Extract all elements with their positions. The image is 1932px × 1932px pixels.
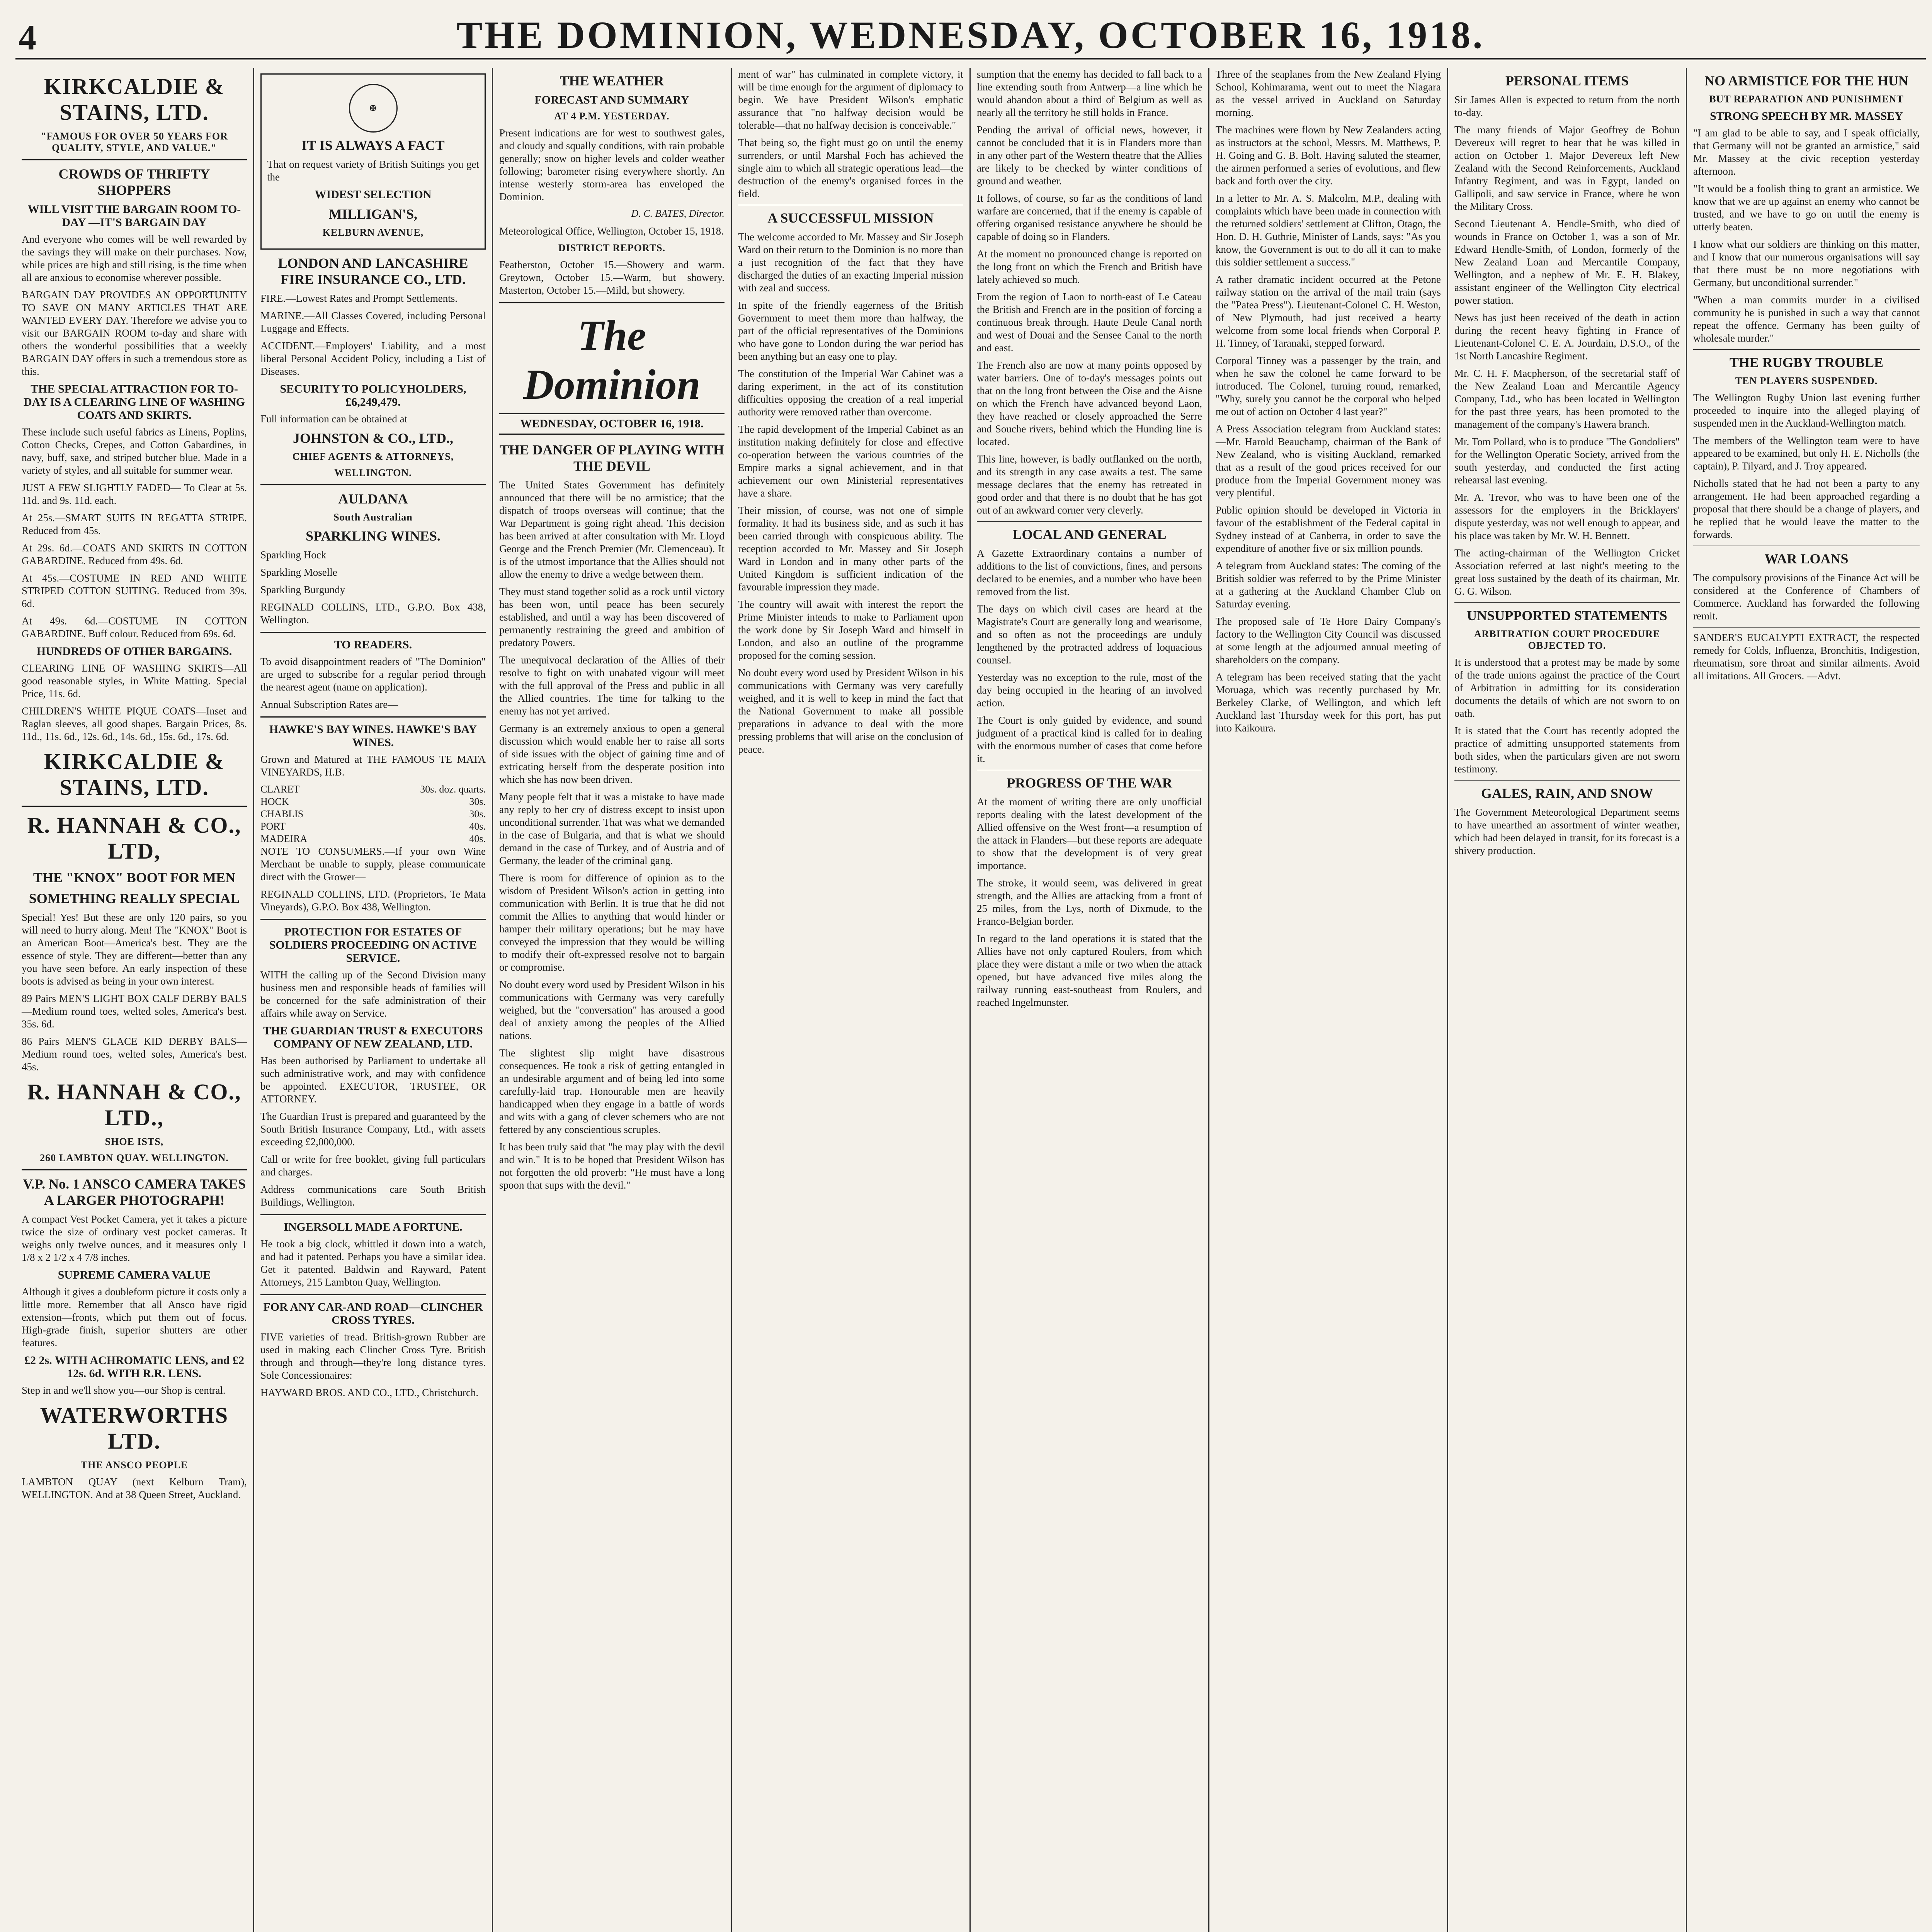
article-paragraph: ment of war" has culminated in complete victory, it will be time enough for the argument of diplomacy to begin. We have President Wilson's emphatic assurance that "no halfway decision would be tolerable—that no halfway decision is conceivable." <box>738 68 963 131</box>
bargain-item: At 29s. 6d.—COATS AND SKIRTS IN COTTON GABARDINE. Reduced from 49s. 6d. <box>22 542 247 566</box>
crowds-heading: CROWDS OF THRIFTY SHOPPERS <box>58 166 210 198</box>
article-paragraph: Mr. Tom Pollard, who is to produce "The Gondoliers" for the Wellington Operatic Society, arrived from the south yesterday, and conducted the first acting rehearsal last evening. <box>1454 436 1680 486</box>
article-paragraph: It has been truly said that "he may play with the devil and win." It is to be hoped that President Wilson has not forgotten the old proverb: "He must have a long spoon that sups with the devil." <box>499 1141 724 1191</box>
article-paragraph: That being so, the fight must go on until the enemy surrenders, or until Marshal Foch has achieved the single aim to which all strategic operations lead—the destruction of the enemy's organised forces in the field. <box>738 137 963 199</box>
divider <box>260 1214 486 1215</box>
sanders-ad: SANDER'S EUCALYPTI EXTRACT, the respected remedy for Colds, Influenza, Bronchitis, Indigestion, rheumatism, sore throat and similar ailments. Avoid all imitations. All Grocers. —Advt. <box>1693 632 1920 682</box>
hannah-shoes: SHOE ISTS, <box>105 1136 164 1147</box>
article-paragraph: Yesterday was no exception to the rule, most of the day being occupied in the hearing of an involved action. <box>977 672 1202 709</box>
always-heading: IT IS ALWAYS A FACT <box>301 138 445 153</box>
rugby-subheading: TEN PLAYERS SUSPENDED. <box>1735 375 1878 386</box>
always-text: That on request variety of British Suitings you get the <box>267 158 479 183</box>
kirkcaldie-tagline: "FAMOUS FOR OVER 50 YEARS FOR QUALITY, STYLE, AND VALUE." <box>41 131 228 153</box>
article-paragraph: Corporal Tinney was a passenger by the train, and when he saw the colonel he came forward to be introduced. The Colonel, turning round, remarked, "Why, surely you cannot be the corporal who helped me out of action on October 4 last year?" <box>1216 355 1441 417</box>
article-paragraph: The constitution of the Imperial War Cabinet was a daring experiment, in the act of its constitution difficulties opposing the creation of a real imperial authority were removed rather than overcome. <box>738 368 963 418</box>
article-paragraph: sumption that the enemy has decided to fall back to a line extending south from Antwerp—a line which he would abandon about a third of Belgium as well as nearly all the territory he still holds in France. <box>977 68 1202 118</box>
article-paragraph: "I am glad to be able to say, and I speak officially, that Germany will not be granted an armistice," said Mr. Massey at the civic reception yesterday afternoon. <box>1693 127 1920 177</box>
divider <box>260 919 486 920</box>
article-paragraph: At the moment no pronounced change is reported on the long front on which the French and British have lately achieved so much. <box>977 248 1202 285</box>
knox-subheading: SOMETHING REALLY SPECIAL <box>29 891 240 906</box>
district-text: Featherston, October 15.—Showery and warm. Greytown, October 15.—Warm, but showery. Masterton, October 15.—Mild, but showery. <box>499 259 724 296</box>
divider <box>1693 627 1920 628</box>
johnston-name: JOHNSTON & CO., LTD., <box>293 430 454 446</box>
article-paragraph: Mr. C. H. F. Macpherson, of the secretarial staff of the New Zealand Loan and Mercantile Agency Company, Ltd., who has been located in Wellington for the past three years, has been promoted to the management of the company's Hawera branch. <box>1454 367 1680 430</box>
ansco-people: THE ANSCO PEOPLE <box>80 1459 188 1471</box>
step-in: Step in and we'll show you—our Shop is central. <box>22 1384 226 1396</box>
hayward-bros: HAYWARD BROS. AND CO., LTD., Christchurch. <box>260 1387 479 1398</box>
weather-signature: D. C. BATES, Director. <box>631 208 724 219</box>
article-paragraph: "When a man commits murder in a civilised community he is punished in such a way that cannot repeat the offence. Germany has been guilty of wholesale murder." <box>1693 294 1920 344</box>
article-paragraph: The slightest slip might have disastrous consequences. He took a risk of getting entangled in an undesirable argument and of being led into some carefully-laid trap. Honourable men are heavily handicapped when they engage in a battle of words and wits with a gang of clever schemers who are not fettered by any conscientious scruples. <box>499 1047 724 1135</box>
article-paragraph: I know what our soldiers are thinking on this matter, and I know that our numerous organisations will say that there must be no more negotiations with Germany, but unconditional surrender." <box>1693 238 1920 288</box>
article-paragraph: Pending the arrival of official news, however, it cannot be concluded that it is in Flanders more than in any other part of the Western theatre that the Allies are likely to be checked by winter conditions of ground and weather. <box>977 124 1202 187</box>
article-paragraph: The members of the Wellington team were to have appeared to be examined, but only H. E. Nicholls (the captain), P. Tilyard, and J. Troy appeared. <box>1693 435 1920 472</box>
column-3 <box>493 68 732 1932</box>
special-heading: THE SPECIAL ATTRACTION FOR TO-DAY IS A CLEARING LINE OF WASHING COATS AND SKIRTS. <box>24 383 245 422</box>
knox-item: 89 Pairs MEN'S LIGHT BOX CALF DERBY BALS—Medium round toes, welted soles, America's best. 35s. 6d. <box>22 993 247 1030</box>
columns <box>15 68 1926 1932</box>
crossbar-text: FIVE varieties of tread. British-grown Rubber are used in making each Clincher Cross Tyre. British through and through—they're long distance tyres. Sole Concessionaires: <box>260 1331 486 1381</box>
article-paragraph: In spite of the friendly eagerness of the British Government to meet them more than halfway, the part of the official representatives of the Dominions who have gone to London during the war period has been anything but an easy one to play. <box>738 299 963 362</box>
article-paragraph: The United States Government has definitely announced that there will be no armistice; that the dispatch of troops overseas will continue; that the War Department is going right ahead. This decision has been arrived at after consultation with Mr. Lloyd George and the French Premier (Mr. Clemenceau). It is of the utmost importance that the Allies should not allow the enemy to drive a wedge between them. <box>499 479 724 580</box>
divider <box>1454 602 1680 603</box>
article-paragraph: Their mission, of course, was not one of simple formality. It had its business side, and as such it has been carried through with conspicuous ability. The reception accorded to Mr. Massey and Sir Joseph Ward in London and in many other parts of the United Kingdom is sufficient indication of the favourable impression they made. <box>738 505 963 593</box>
auldana-item: Sparkling Burgundy <box>260 584 345 595</box>
ansco-price: £2 2s. WITH ACHROMATIC LENS, and £2 12s. 6d. WITH R.R. LENS. <box>24 1354 244 1380</box>
supreme-heading: SUPREME CAMERA VALUE <box>58 1269 211 1281</box>
hannah-footer: R. HANNAH & CO., LTD., <box>27 1079 242 1130</box>
divider <box>260 632 486 633</box>
auldana-sparkling: SPARKLING WINES. <box>306 528 440 544</box>
arbitration-heading: ARBITRATION COURT PROCEDURE OBJECTED TO. <box>1474 628 1660 651</box>
article-paragraph: The stroke, it would seem, was delivered in great strength, and the Allies are attacking from a front of 25 miles, from the Lys, north of Dixmude, to the Franco-Belgian border. <box>977 877 1202 927</box>
readers-heading: TO READERS. <box>334 638 412 651</box>
auldana-sub: South Australian <box>333 512 413 523</box>
kirkcaldie-title: KIRKCALDIE & STAINS, LTD. <box>44 74 225 125</box>
faded-line: JUST A FEW SLIGHTLY FADED— To Clear at 5s. 11d. and 9s. 11d. each. <box>22 482 247 506</box>
article-paragraph: No doubt every word used by President Wilson in his communications with Germany was very carefully weighed, and it is well to keep in mind the fact that the National Government to make all possible preparations in advance to deal with the more pressing problems that will arise on the conclusion of peace. <box>738 667 963 755</box>
milligan-address: KELBURN AVENUE, <box>322 227 424 238</box>
rugby-heading: THE RUGBY TROUBLE <box>1729 355 1884 370</box>
dominion-title: The Dominion <box>523 312 701 408</box>
readers-text: To avoid disappointment readers of "The Dominion" are urged to subscribe for a regular period through the nearest agent (name on application). <box>260 656 486 693</box>
royal-crest-icon: ✠ <box>349 84 398 133</box>
consumers-note: NOTE TO CONSUMERS.—If your own Wine Merchant be unable to supply, please communicate direct with the Grower— <box>260 845 486 883</box>
article-paragraph: It follows, of course, so far as the conditions of land warfare are concerned, that if the enemy is capable of offering organised resistance anywhere he should be capable of doing so in Flanders. <box>977 192 1202 242</box>
divider <box>260 1294 486 1295</box>
ingersoll-text: He took a big clock, whittled it down into a watch, and had it patented. Perhaps you have a similar idea. Get it patented. Baldwin and Rayward, Patent Attorneys, 215 Lambton Quay, Wellington. <box>260 1238 486 1288</box>
childrens-line: CHILDREN'S WHITE PIQUE COATS—Inset and Raglan sleeves, all good shapes. Bargain Prices, 8s. 11d., 11s. 6d., 12s. 6d., 14s. 6d., 15s. 6d., 17s. 6d. <box>22 705 247 742</box>
hawkes-sub: Grown and Matured at THE FAMOUS TE MATA VINEYARDS, H.B. <box>260 753 486 778</box>
bargain-text: BARGAIN DAY PROVIDES AN OPPORTUNITY TO SAVE ON MANY ARTICLES THAT ARE WANTED EVERY DAY. Therefore we advise you to visit our BARGAIN ROOM to-day and share with others the wonderful possibilities that a weekly BARGAIN DAY offers in such a tremendous store as this. <box>22 289 247 377</box>
reginald-collins: REGINALD COLLINS, LTD. (Proprietors, Te Mata Vineyards), G.P.O. Box 438, Wellington. <box>260 888 486 913</box>
weather-time: AT 4 P.M. YESTERDAY. <box>554 111 670 122</box>
ansco-text: A compact Vest Pocket Camera, yet it takes a picture twice the size of ordinary vest pocket cameras. It weighs only twelve ounces, and it measures only 1 1/8 x 2 1/2 x 4 7/8 inches. <box>22 1213 247 1263</box>
armistice-subheading: BUT REPARATION AND PUNISHMENT <box>1709 94 1904 105</box>
full-info: Full information can be obtained at <box>260 413 408 425</box>
wine-row: HOCK 30s. <box>260 796 486 807</box>
bargain-item: At 49s. 6d.—COSTUME IN COTTON GABARDINE. Buff colour. Reduced from 69s. 6d. <box>22 615 247 639</box>
article-paragraph: Second Lieutenant A. Hendle-Smith, who died of wounds in France on October 1, was a son of Mr. Edward Hendle-Smith, of London, formerly of the New Zealand Loan and Mercantile Company, Wellington, and a nephew of Mr. E. H. Blakey, assistant engineer of the Wellington City electrical power station. <box>1454 218 1680 306</box>
crossbar-heading: FOR ANY CAR-AND ROAD—CLINCHER CROSS TYRES. <box>263 1301 483 1327</box>
hawkes-title: HAWKE'S BAY WINES. HAWKE'S BAY WINES. <box>269 723 477 749</box>
mission-heading: A SUCCESSFUL MISSION <box>767 210 934 226</box>
article-paragraph: Germany is an extremely anxious to open a general discussion which would enable her to raise all sorts of side issues with the object of gaining time and of extricating herself from the desperate position into which she has now been driven. <box>499 723 724 785</box>
article-paragraph: A Gazette Extraordinary contains a number of additions to the list of convictions, fines, and persons declared to be enemies, and a number who have been removed from the list. <box>977 548 1202 597</box>
hannah-title: R. HANNAH & CO., LTD, <box>27 813 242 864</box>
article-paragraph: A Press Association telegram from Auckland states:—Mr. Harold Beauchamp, chairman of the Bank of New Zealand, who is visiting Auckland, remarked that as a result of the good prices received for our produce from the Imperial Government money was very plentiful. <box>1216 423 1441 498</box>
article-paragraph: Many people felt that it was a mistake to have made any reply to her cry of distress except to insist upon unconditional surrender. That was what we demanded in the case of Bulgaria, and that is what we should demand in the case of Turkey, and of Austria and of Germany, the leader of the criminal gang. <box>499 791 724 866</box>
fire-line: FIRE.—Lowest Rates and Prompt Settlements. <box>260 293 457 304</box>
wine-row: CHABLIS 30s. <box>260 808 486 820</box>
knox-text: Special! Yes! But these are only 120 pairs, so you will need to hurry along. Men! The "KNOX" Boot is an American Boot—America's best. They are the essence of style. They are different—better than any you have seen before. An early inspection of these boots is advised as being in your own interest. <box>22 912 247 987</box>
bargain-item: At 25s.—SMART SUITS IN REGATTA STRIPE. Reduced from 45s. <box>22 512 247 536</box>
article-paragraph: From the region of Laon to north-east of Le Cateau the British and French are in the position of forcing a continuous break through. Haute Deule Canal north and west of Douai and the Sensee Canal to the north and east. <box>977 291 1202 354</box>
article-paragraph: It is understood that a protest may be made by some of the trade unions against the practice of the Court of Arbitration in admitting for its consideration documents the details of which are not sworn to on oath. <box>1454 656 1680 719</box>
guardian-call: Call or write for free booklet, giving full particulars and charges. <box>260 1153 486 1178</box>
divider <box>260 484 486 485</box>
war-loans-text: The compulsory provisions of the Finance Act will be considered at the Conference of Chambers of Commerce. Auckland has forwarded the following remit. <box>1693 572 1920 622</box>
article-paragraph: The acting-chairman of the Wellington Cricket Association referred at last night's meeting to the great loss sustained by the death of its chairman, Mr. G. G. Wilson. <box>1454 547 1680 597</box>
article-paragraph: In regard to the land operations it is stated that the Allies have not only captured Roulers, from which place they were distant a mile or two when the attack opened, but have advanced five miles along the railway running east-southeast from Roulers, and reached Ingelmunster. <box>977 933 1202 1008</box>
article-paragraph: In a letter to Mr. A. S. Malcolm, M.P., dealing with complaints which have been made in connection with the returned soldiers' settlement at Clifton, Otago, the Hon. D. H. Guthrie, Minister of Lands, says: "As you know, the Government is out to do all it can to make this soldier settlement a success." <box>1216 192 1441 268</box>
danger-heading: THE DANGER OF PLAYING WITH THE DEVIL <box>500 442 724 474</box>
article-paragraph: Three of the seaplanes from the New Zealand Flying School, Kohimarama, went out to meet the Niagara as the vessel arrived in Auckland on Saturday morning. <box>1216 68 1441 118</box>
milligan-ad <box>260 73 486 250</box>
personal-heading: PERSONAL ITEMS <box>1505 73 1629 88</box>
crowds-subheading: WILL VISIT THE BARGAIN ROOM TO-DAY —IT'S BARGAIN DAY <box>27 203 241 229</box>
wine-row: PORT 40s. <box>260 821 486 832</box>
article-paragraph: A rather dramatic incident occurred at the Petone railway station on the arrival of the mail train (says the "Patea Press"). Lieutenant-Colonel C. H. Weston, of New Plymouth, had just received a hearty welcome from some local friends when Corporal P. H. Tinney, of Taranaki, stepped forward. <box>1216 274 1441 349</box>
article-paragraph: Nicholls stated that he had not been a party to any arrangement. He had been approached regarding a proposal that there should be a change of players, and he replied that he would leave the matter to the forwards. <box>1693 478 1920 540</box>
article-paragraph: News has just been received of the death in action during the recent heavy fighting in France of Lieutenant-Colonel C. E. A. Jourdain, D.S.O., of the 1st North Lancashire Regiment. <box>1454 312 1680 362</box>
article-paragraph: This line, however, is badly outflanked on the north, and its strength in any case awaits a test. The same message declares that the enemy has retreated in good order and that there is no doubt that he has got out of an awkward corner very cleverly. <box>977 453 1202 516</box>
massey-heading: STRONG SPEECH BY MR. MASSEY <box>1710 110 1903 122</box>
postal-rates: Annual Subscription Rates are— <box>260 699 398 710</box>
column-2 <box>254 68 493 1932</box>
waterworths-title: WATERWORTHS LTD. <box>40 1403 229 1454</box>
guardian-text: Has been authorised by Parliament to undertake all such administrative work, and may with confidence be appointed. EXECUTOR, TRUSTEE, OR ATTORNEY. <box>260 1055 486 1105</box>
wine-row: MADEIRA 40s. <box>260 833 486 844</box>
guardian-heading: THE GUARDIAN TRUST & EXECUTORS COMPANY OF NEW ZEALAND, LTD. <box>263 1024 483 1050</box>
divider <box>1454 780 1680 781</box>
unsupported-heading: UNSUPPORTED STATEMENTS <box>1467 608 1667 623</box>
article-paragraph: At the moment of writing there are only unofficial reports dealing with the latest development of the Allied offensive on the West front—a resumption of the attack in Flanders—but these reports are adequate to show that the development is of very great importance. <box>977 796 1202 871</box>
district-heading: DISTRICT REPORTS. <box>558 242 666 253</box>
local-heading: LOCAL AND GENERAL <box>1012 527 1167 542</box>
weather-subheading: FORECAST AND SUMMARY <box>534 94 689 106</box>
marine-line: MARINE.—All Classes Covered, including Personal Luggage and Effects. <box>260 310 486 334</box>
clearing-line: CLEARING LINE OF WASHING SKIRTS—All good reasonable styles, in White Matting. Special Price, 11s. 6d. <box>22 662 247 699</box>
bargain-item: At 45s.—COSTUME IN RED AND WHITE STRIPED COTTON SUITING. Reduced from 39s. 6d. <box>22 572 247 609</box>
protection-text: WITH the calling up of the Second Division many business men and responsible heads of families will be concerned for the safe administration of their affairs while away on Service. <box>260 969 486 1019</box>
divider <box>22 1169 247 1170</box>
knox-item: 86 Pairs MEN'S GLACE KID DERBY BALS—Medium round toes, welted soles, America's best. 45s. <box>22 1036 247 1073</box>
war-loans-heading: WAR LOANS <box>1764 551 1849 566</box>
article-paragraph: The French also are now at many points opposed by water barriers. One of to-day's messages points out that on the long front between the Oise and the Aisne on which the French have advanced beyond Laon, they have reached or closely approached the Serre and Souche rivers, behind which the Hunding line is located. <box>977 359 1202 447</box>
article-paragraph: Mr. A. Trevor, who was to have been one of the assessors for the employers in the Bricklayers' dispute yesterday, was not well enough to appear, and his place was taken by Mr. W. H. Bennett. <box>1454 492 1680 541</box>
masthead <box>15 12 1926 60</box>
accident-line: ACCIDENT.—Employers' Liability, and a most liberal Personal Accident Policy, including a List of Diseases. <box>260 340 486 377</box>
column-1 <box>15 68 254 1932</box>
column-6 <box>1209 68 1448 1932</box>
weather-office: Meteorological Office, Wellington, October 15, 1918. <box>499 225 724 237</box>
milligan-name: MILLIGAN'S, <box>328 206 418 222</box>
johnston-city: WELLINGTON. <box>334 467 412 478</box>
security-line: SECURITY TO POLICYHOLDERS, £6,249,479. <box>280 383 466 408</box>
auldana-item: Sparkling Moselle <box>260 566 337 578</box>
divider <box>22 806 247 807</box>
guardian-capital: The Guardian Trust is prepared and guaranteed by the South British Insurance Company, Ltd., with assets exceeding £2,000,000. <box>260 1111 486 1148</box>
divider <box>22 159 247 160</box>
article-paragraph: The rapid development of the Imperial Cabinet as an institution making definitely for close and effective co-operation between the various countries of the Empire marks a signal achievement, and in that achievement our own Ministerial representatives have a share. <box>738 423 963 499</box>
ingersoll-heading: INGERSOLL MADE A FORTUNE. <box>284 1221 463 1233</box>
hannah-address: 260 LAMBTON QUAY. WELLINGTON. <box>40 1152 229 1163</box>
special-text: These include such useful fabrics as Linens, Poplins, Cotton Checks, Crepes, and Cotton Gabardines, in navy, buff, saxe, and striped butcher blue. Made in a variety of styles, and all suitable for summer wear. <box>22 426 247 476</box>
article-paragraph: The proposed sale of Te Hore Dairy Company's factory to the Wellington City Council was discussed at some length at the adjourned annual meeting of shareholders on the company. <box>1216 616 1441 665</box>
weather-heading: THE WEATHER <box>560 73 664 88</box>
page-title: THE DOMINION, WEDNESDAY, OCTOBER 16, 1918. <box>456 13 1485 56</box>
article-paragraph: Public opinion should be developed in Victoria in favour of the establishment of the Federal capital in Sydney instead of at Canberra, in order to save the expenditure of another five or six million pounds. <box>1216 504 1441 554</box>
column-5 <box>971 68 1209 1932</box>
article-paragraph: The many friends of Major Geoffrey de Bohun Devereux will regret to hear that he was killed in action on October 1. Major Devereux left New Zealand with the Second Reinforcements, Auckland Infantry Regiment, and was in Egypt, landed on Gallipoli, and saw service in France, where he won the Military Cross. <box>1454 124 1680 212</box>
knox-heading: THE "KNOX" BOOT FOR MEN <box>33 870 236 885</box>
gales-text: The Government Meteorological Department seems to have unearthed an assortment of winter weather, which had been delayed in transit, for its forecast is a shivery production. <box>1454 806 1680 856</box>
kirkcaldie-footer: KIRKCALDIE & STAINS, LTD. <box>44 749 225 800</box>
crowds-text: And everyone who comes will be well rewarded by the savings they will make on their purchases. Now, while prices are high and still rising, is the time when all are anxious to economise wherever possible. <box>22 233 247 283</box>
divider <box>1693 349 1920 350</box>
article-paragraph: The country will await with interest the report the Prime Minister intends to make to Parliament upon the work done by Sir Joseph Ward and himself in London, and also an outline of the programme proposed for the coming session. <box>738 599 963 661</box>
london-heading: LONDON AND LANCASHIRE FIRE INSURANCE CO., LTD. <box>278 255 468 287</box>
article-paragraph: The machines were flown by New Zealanders acting as instructors at the school, Messrs. M. Matthews, P. H. Going and G. B. Bolt. Having saluted the steamer, the airmen performed a series of evolutions, and flew back and forth over the city. <box>1216 124 1441 187</box>
article-paragraph: They must stand together solid as a rock until victory has been won, until peace has been securely established, and until a way has been discovered of permanently restraining the greed and ambition of predatory Powers. <box>499 586 724 648</box>
article-paragraph: It is stated that the Court has recently adopted the practice of admitting unsupported statements from both sides, when the particulars given are not sworn testimony. <box>1454 725 1680 775</box>
waterworths-address: LAMBTON QUAY (next Kelburn Tram), WELLINGTON. And at 38 Queen Street, Auckland. <box>22 1476 247 1500</box>
article-paragraph: A telegram from Auckland states: The coming of the British soldier was referred to by the Prime Minister at a gathering at the Auckland Chamber Club on Saturday evening. <box>1216 560 1441 610</box>
wine-row: CLARET 30s. doz. quarts. <box>260 784 486 795</box>
article-paragraph: The Court is only guided by evidence, and sound judgment of a practical kind is called for in dealing with the enormous number of cases that come before it. <box>977 714 1202 764</box>
article-paragraph: There is room for difference of opinion as to the wisdom of President Wilson's action in getting into communication with Berlin. It is true that he did not commit the Allies to anything that would hinder or hamper their military operations; but he may have conveyed the impression that they would be willing to modify their oft-expressed resolve not to bargain or compromise. <box>499 872 724 973</box>
divider <box>260 716 486 718</box>
ansco-text-2: Although it gives a doubleform picture it costs only a little more. Remember that all Ansco have rigid extension—fronts, which put them out of focus. High-grade finish, superior shutters are other features. <box>22 1286 247 1349</box>
article-paragraph: The unequivocal declaration of the Allies of their resolve to fight on with unabated vigour will meet with the full approval of the Press and public in all the Allied countries. The time for talking to the enemy has not yet arrived. <box>499 654 724 717</box>
column-7 <box>1448 68 1687 1932</box>
gales-heading: GALES, RAIN, AND SNOW <box>1481 786 1653 801</box>
article-paragraph: The days on which civil cases are heard at the Magistrate's Court are generally long and wearisome, and so often as not the proceedings are unduly lengthened by the protracted address of loquacious counsel. <box>977 603 1202 666</box>
divider <box>499 302 724 303</box>
column-8 <box>1687 68 1926 1932</box>
article-paragraph: The Wellington Rugby Union last evening further proceeded to inquire into the alleged playing of suspended men in the Auckland-Wellington match. <box>1693 392 1920 429</box>
article-paragraph: The welcome accorded to Mr. Massey and Sir Joseph Ward on their return to the Dominion is no more than a just recognition of the fact that they have discharged the duties of an exacting Imperial mission with zeal and success. <box>738 231 963 294</box>
article-paragraph: Sir James Allen is expected to return from the north to-day. <box>1454 94 1680 118</box>
weather-text: Present indications are for west to southwest gales, and cloudy and squally conditions, with rain probable generally; snow on higher levels and colder weather following; barometer rising everywhere shortly. An intense westerly storm-area has enveloped the Dominion. <box>499 127 724 202</box>
column-4 <box>732 68 971 1932</box>
hundreds-heading: HUNDREDS OF OTHER BARGAINS. <box>36 645 232 658</box>
divider <box>977 521 1202 522</box>
armistice-heading: NO ARMISTICE FOR THE HUN <box>1704 73 1908 88</box>
article-paragraph: "It would be a foolish thing to grant an armistice. We know that we are up against an enemy who cannot be trusted, and we have to go on until the enemy is utterly beaten. <box>1693 183 1920 233</box>
article-paragraph: A telegram has been received stating that the yacht Moruaga, which was recently purchased by Mr. Berkeley Clarke, of Wellington, and which left Auckland last Thursday week for this port, has put into Kaikoura. <box>1216 671 1441 734</box>
dateline: WEDNESDAY, OCTOBER 16, 1918. <box>499 413 724 435</box>
article-paragraph: No doubt every word used by President Wilson in his communications with Germany was very carefully weighed, but the "conversation" has aroused a good deal of anxiety among the peoples of the Allied nations. <box>499 979 724 1041</box>
guardian-address: Address communications care South British Buildings, Wellington. <box>260 1184 486 1208</box>
auldana-item: Sparkling Hock <box>260 549 327 561</box>
protection-heading: PROTECTION FOR ESTATES OF SOLDIERS PROCEEDING ON ACTIVE SERVICE. <box>269 925 477 964</box>
progress-heading: PROGRESS OF THE WAR <box>1007 775 1172 791</box>
widest-selection: WIDEST SELECTION <box>315 188 432 201</box>
auldana-title: AULDANA <box>338 491 408 507</box>
ansco-heading: V.P. No. 1 ANSCO CAMERA TAKES A LARGER PHOTOGRAPH! <box>23 1176 246 1208</box>
auldana-agent: REGINALD COLLINS, LTD., G.P.O. Box 438, Wellington. <box>260 601 486 626</box>
johnston-sub: CHIEF AGENTS & ATTORNEYS, <box>292 451 454 462</box>
page-number: 4 <box>19 18 36 57</box>
